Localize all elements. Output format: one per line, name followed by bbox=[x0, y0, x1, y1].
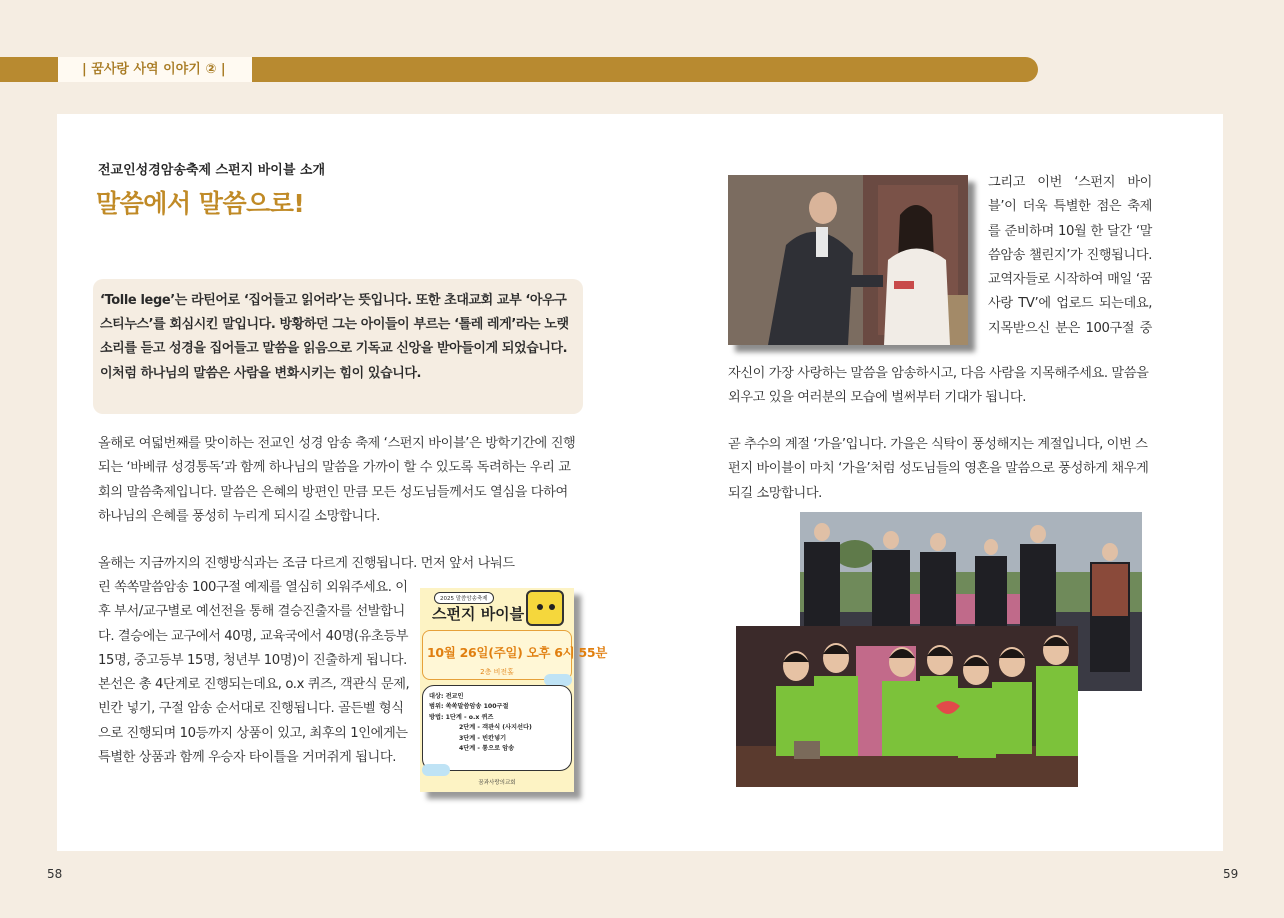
poster-info-box bbox=[422, 685, 572, 771]
poster-venue: 2층 비전홀 bbox=[480, 668, 514, 676]
article-headline: 말씀에서 말씀으로! bbox=[96, 189, 305, 218]
poster-info-line: 3단계 - 빈칸넣기 bbox=[459, 734, 507, 742]
cloud-icon bbox=[422, 764, 450, 776]
poster-info-line: 범위: 쏙쏙말씀암송 100구절 bbox=[429, 703, 509, 711]
poster-info-line: 4단계 - 통으로 암송 bbox=[459, 745, 515, 753]
poster-tag: 2025 말씀암송축제 bbox=[434, 592, 494, 604]
poster-info-line: 대상: 전교인 bbox=[429, 693, 464, 700]
quote-text: ‘Tolle lege’는 라틴어로 ‘집어들고 읽어라’는 뜻입니다. 또한 초대교회 교부 ‘아우구스티누스’를 회심시킨 말입니다. 방황하던 그는 아이들이 부르는 ‘톨레 레게’라는 노랫소리를 듣고 성경을 집어들고 말씀을 읽음으로 기독교 신앙을 받아들이게 되었습니다. 이처럼 하나님의 말씀은 사람을 변화시키는 힘이 있습니다. bbox=[100, 293, 569, 381]
paragraph-method-first-line: 올해는 지금까지의 진행방식과는 조금 다르게 진행됩니다. 먼저 앞서 나눠드 bbox=[98, 556, 515, 571]
section-label: | 꿈사랑 사역 이야기 ② | bbox=[58, 57, 252, 82]
paragraph-method: 린 쏙쏙말씀암송 100구절 예제를 열심히 외워주세요. 이후 부서/교구별로 예선전을 통해 결승진출자를 선발합니다. 결승에는 교구에서 40명, 교육국에서 40명(유초등부 15명, 중고등부 15명, 청년부 10명)이 진출하게 됩니다. 본선은 총 4단계로 진행되는데요, o.x 퀴즈, 객관식 문제, 빈칸 넣기, 구절 암송 순서대로 진행됩니다. 골든벨 형식으로 진행되며 10등까지 상품이 있고, 최후의 1인에게는 특별한 상품과 함께 우승자 타이틀을 거머쥐게 됩니다. bbox=[98, 580, 410, 766]
page-number-right: 59 bbox=[1223, 867, 1239, 881]
photo-pastor-giving-gift bbox=[728, 175, 968, 345]
paragraph-intro: 올해로 여덟번째를 맞이하는 전교인 성경 암송 축제 ‘스펀지 바이블’은 방학기간에 진행되는 ‘바베큐 성경통독’과 함께 하나님의 말씀을 가까이 할 수 있도록 독려하는 우리 교회의 말씀축제입니다. 말씀은 은혜의 방편인 만큼 모든 성도님들께서도 열심을 다하여 하나님의 은혜를 풍성히 누리게 되시길 소망합니다. bbox=[98, 436, 576, 524]
photo-children-performance bbox=[736, 626, 1078, 787]
poster-title: 스펀지 바이블 bbox=[432, 605, 525, 623]
poster-info-line: 2단계 - 객관식 (사지선다) bbox=[459, 724, 532, 732]
sponge-mascot-icon bbox=[526, 590, 564, 626]
paragraph-challenge-continued: 자신이 가장 사랑하는 말씀을 암송하시고, 다음 사람을 지목해주세요. 말씀을 외우고 있을 여러분의 모습에 벌써부터 기대가 됩니다. bbox=[728, 366, 1149, 406]
page-number-left: 58 bbox=[47, 867, 63, 881]
paragraph-autumn: 곧 추수의 계절 ‘가을’입니다. 가을은 식탁이 풍성해지는 계절입니다, 이번 스펀지 바이블이 마치 ‘가을’처럼 성도님들의 영혼을 말씀으로 풍성하게 채우게 되길 소망합니다. bbox=[728, 437, 1149, 501]
poster-date-box bbox=[422, 630, 608, 680]
poster-footer: 꿈과사랑의교회 bbox=[478, 780, 516, 786]
article-kicker: 전교인성경암송축제 스펀지 바이블 소개 bbox=[98, 163, 326, 178]
paragraph-challenge: 그리고 이번 ‘스펀지 바이블’이 더욱 특별한 점은 축제를 준비하며 10월 한 달간 ‘말씀암송 챌린지’가 진행됩니다. 교역자들로 시작하여 매일 ‘꿈사랑 TV’에 업로드 되는데요, 지목받으신 분은 100구절 중 bbox=[988, 175, 1152, 336]
event-poster bbox=[420, 588, 608, 792]
poster-date: 10월 26일(주일) 오후 6시 55분 bbox=[427, 645, 608, 660]
quote-box bbox=[93, 279, 583, 414]
poster-info-line: 방법: 1단계 - o.x 퀴즈 bbox=[429, 713, 494, 721]
